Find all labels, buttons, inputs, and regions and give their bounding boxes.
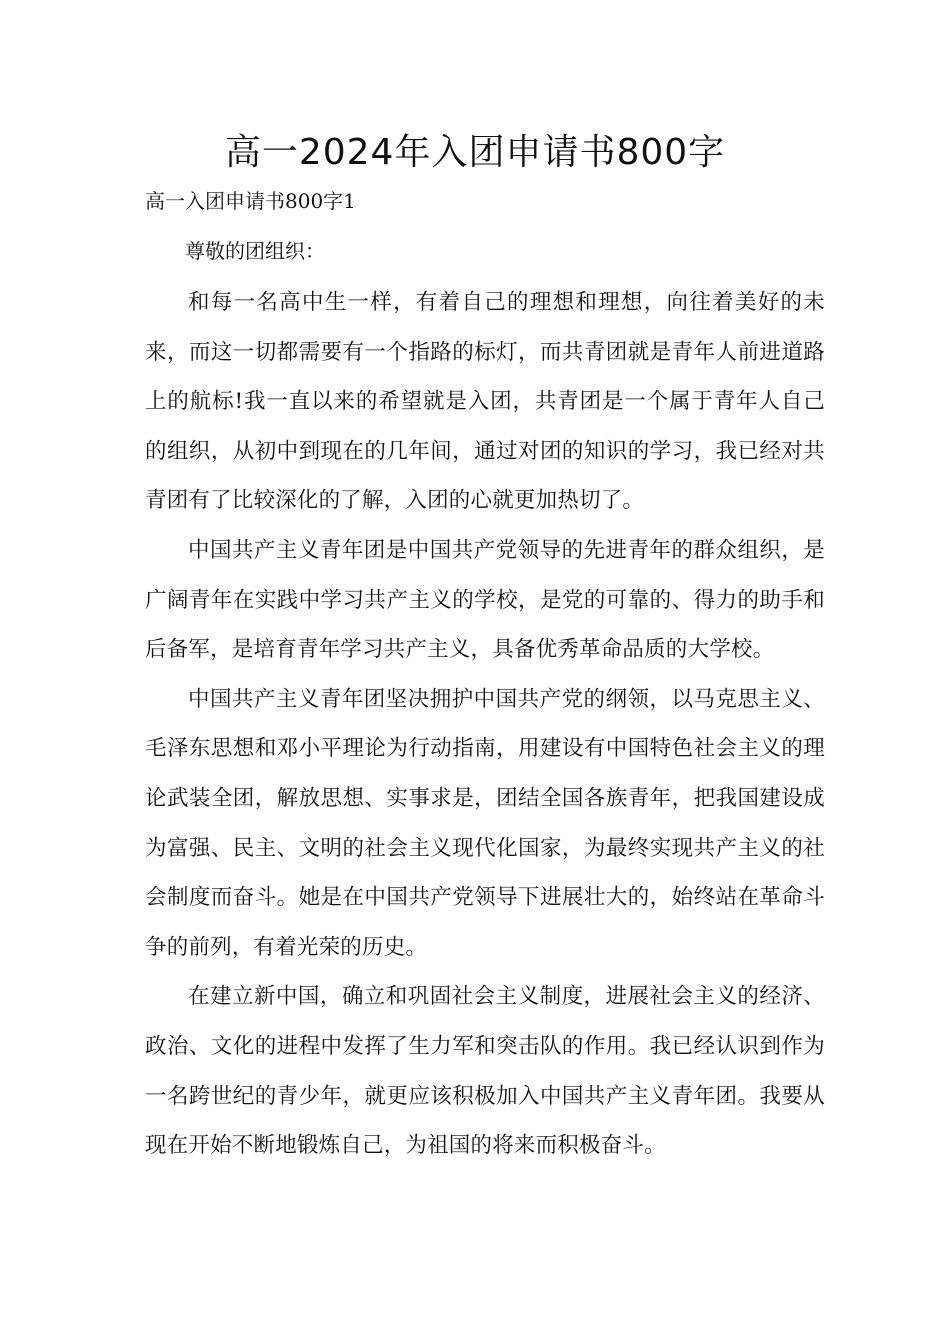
paragraph-3: 中国共产主义青年团坚决拥护中国共产党的纲领，以马克思主义、毛泽东思想和邓小平理论为行动指南，用建设有中国特色社会主义的理论武装全团，解放思想、实事求是，团结全国各族青年，把我国建设成为富强、民主、文明的社会主义现代化国家，为最终实现共产主义的社会制度而奋斗。她是在中国共产党领导下进展壮大的，始终站在革命斗争的前列，有着光荣的历史。 [145, 686, 825, 960]
paragraph-2: 中国共产主义青年团是中国共产党领导的先进青年的群众组织，是广阔青年在实践中学习共产主义的学校，是党的可靠的、得力的助手和后备军，是培育青年学习共产主义，具备优秀革命品质的大学校。 [145, 537, 825, 663]
paragraph-4: 在建立新中国，确立和巩固社会主义制度，进展社会主义的经济、政治、文化的进程中发挥了生力军和突击队的作用。我已经认识到作为一名跨世纪的青少年，就更应该积极加入中国共产主义青年团。我要从现在开始不断地锻炼自己，为祖国的将来而积极奋斗。 [145, 984, 825, 1159]
document-body [145, 232, 825, 1171]
greeting: 尊敬的团组织： [185, 239, 325, 263]
document-subtitle: 高一入团申请书800字1 [145, 189, 356, 213]
document-title: 高一2024年入团申请书800字 [224, 132, 726, 173]
paragraph-1: 和每一名高中生一样，有着自己的理想和理想，向往着美好的未来，而这一切都需要有一个指路的标灯，而共青团就是青年人前进道路上的航标!我一直以来的希望就是入团，共青团是一个属于青年人自己的组织，从初中到现在的几年间，通过对团的知识的学习，我已经对共青团有了比较深化的了解，入团的心就更加热切了。 [145, 290, 825, 514]
